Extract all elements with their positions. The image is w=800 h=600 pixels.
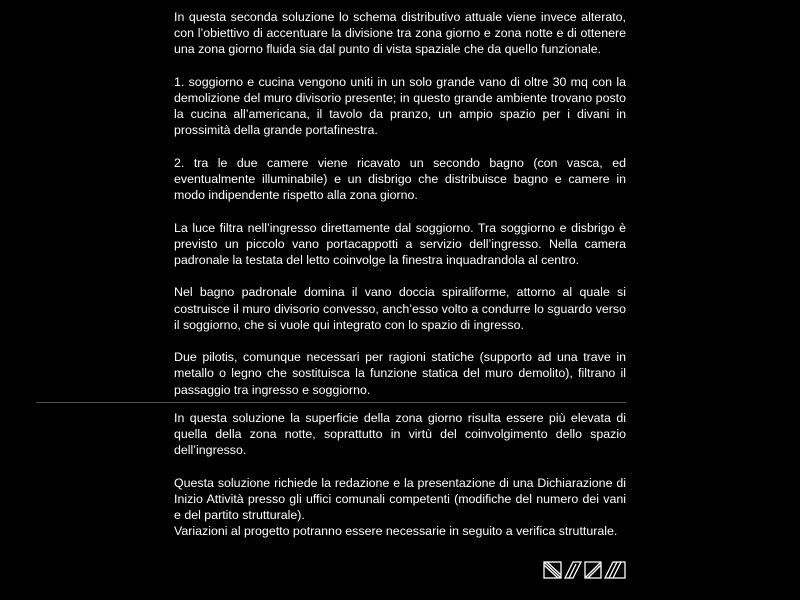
paragraph-bathroom: Nel bagno padronale domina il vano doccia spiraliforme, attorno al quale si costruisce il muro divisorio convesso, anch’esso volto a condurre lo sguardo verso il soggiorno, che si vuole qui integrato con lo spazio di ingresso. (174, 285, 626, 332)
paragraph-light: La luce filtra nell’ingresso direttamente dal soggiorno. Tra soggiorno e disbrigo è previsto un piccolo vano portacappotti a servizio dell’ingresso. Nella camera padronale la testata del letto coinvolge la finestra inquadrandola al centro. (174, 220, 626, 267)
paragraph-pilotis: Due pilotis, comunque necessari per ragioni statiche (supporto ad una trave in metallo o legno che sostituisca la funzione statica del muro demolito), filtrano il passaggio tra ingresso e soggiorno. (174, 350, 626, 397)
paragraph-surface: In questa soluzione la superficie della zona giorno risulta essere più elevata di quella della zona notte, soprattutto in virtù del coinvolgimento dello spazio dell’ingresso. (174, 411, 626, 458)
section-divider (36, 402, 626, 403)
text-section-top (174, 9, 626, 398)
paragraph-variations: Variazioni al progetto potranno essere necessarie in seguito a verifica strutturale. (174, 524, 618, 539)
paragraph-intro: In questa seconda soluzione lo schema distributivo attuale viene invece alterato, con l’obiettivo di accentuare la divisione tra zona giorno e zona notte e di ottenere una zona giorno fluida sia dal punto di vista spaziale che da quello funzionale. (174, 10, 626, 57)
paragraph-point-1: 1. soggiorno e cucina vengono uniti in un solo grande vano di oltre 30 mq con la demolizione del muro divisorio presente; in questo grande ambiente trovano posto la cucina all’americana, il tavolo da pranzo, un ampio spazio per i divani in prossimità della grande portafinestra. (174, 74, 626, 138)
paragraph-dia: Questa soluzione richiede la redazione e la presentazione di una Dichiarazione di Inizio Attività presso gli uffici comunali competenti (modifiche del numero dei vani e del partito strutturale). (174, 475, 626, 523)
studio-logo-icon (543, 561, 627, 579)
paragraph-point-2: 2. tra le due camere viene ricavato un secondo bagno (con vasca, ed eventualmente illuminabile) e un disbrigo che distribuisce bagno e camere in modo indipendente rispetto alla zona giorno. (174, 155, 626, 203)
text-section-bottom (174, 410, 626, 540)
